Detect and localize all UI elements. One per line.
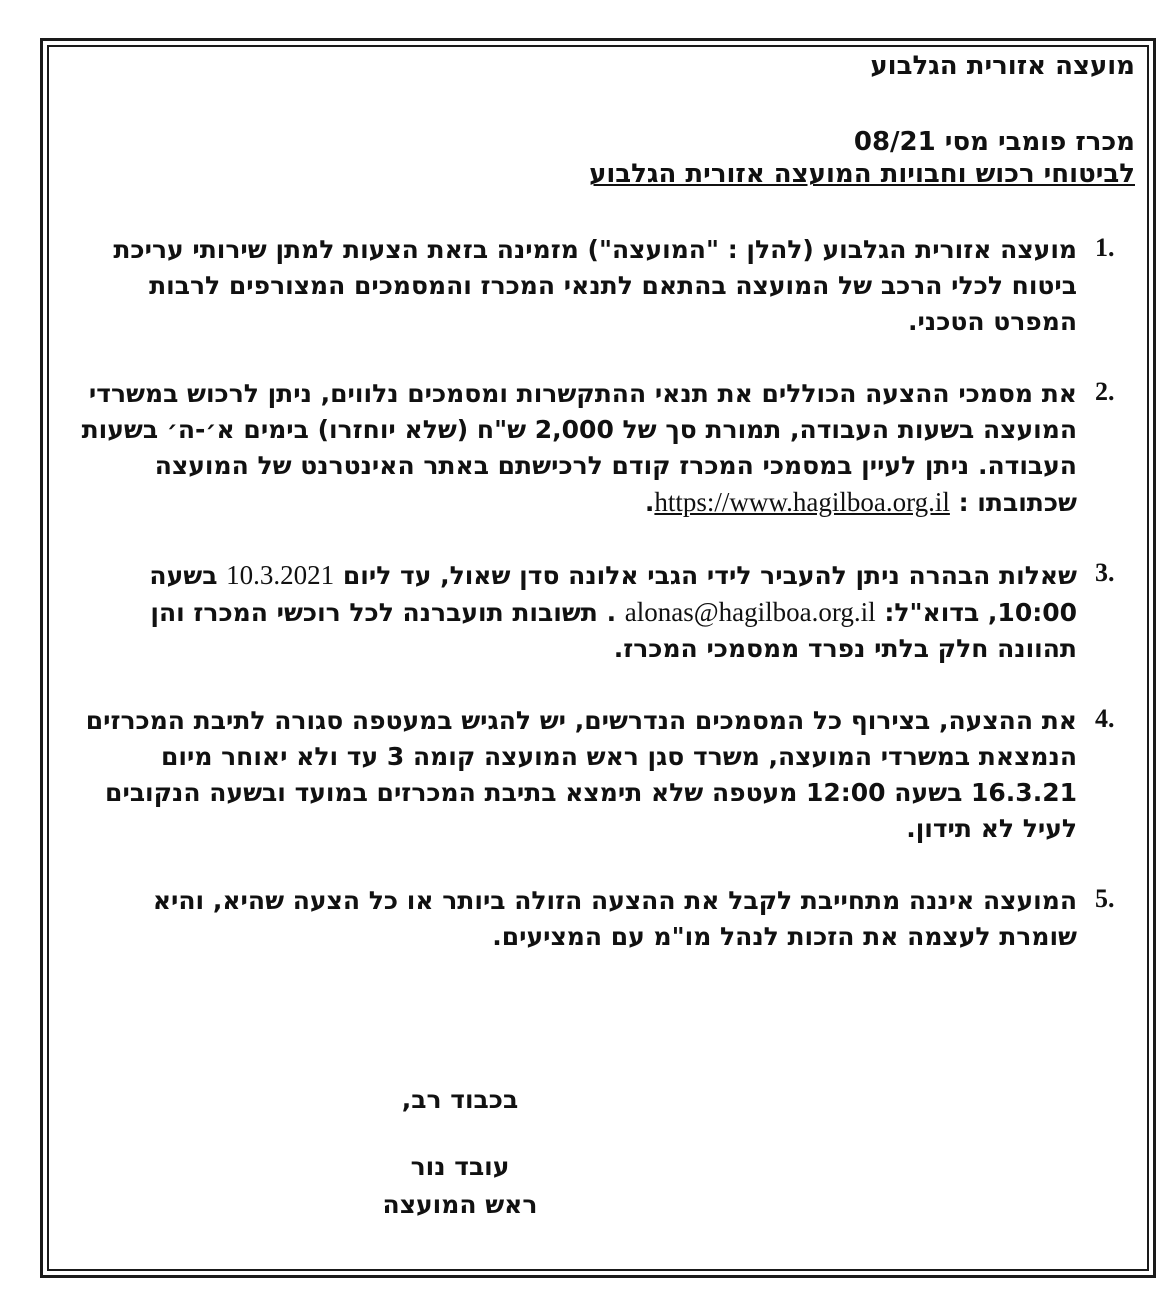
council-name: מועצה אזורית הגלבוע [870,51,1135,81]
item-text-part: . תשובות תועברנה לכל רוכשי המכרז והן תהוונה חלק בלתי נפרד ממסמכי המכרז. [150,598,1077,663]
list-item [60,232,1135,340]
website-link[interactable]: https://www.hagilboa.org.il [654,487,950,517]
item-text [60,557,1095,667]
item-number: 2. [1095,377,1115,406]
list-item [60,557,1135,667]
tender-notice [60,50,1135,991]
item-text: את ההצעה, בצירוף כל המסמכים הנדרשים, יש להגיש במעטפה סגורה לתיבת המכרזים הנמצאת במשרדי המועצה, משרד סגן ראש המועצה קומה 3 עד ולא יאוחר מיום 16.3.21 בשעה 12:00 מעטפה שלא תימצא בתיבת המכרזים במועד ובשעה הנקובים לעיל לא תידון. [85,706,1077,843]
signer-title: ראש המועצה [382,1190,538,1219]
closing-greeting: בכבוד רב, [401,1085,519,1114]
list-item [60,376,1135,521]
item-text: המועצה איננה מתחייבת לקבל את ההצעה הזולה ביותר או כל הצעה שהיא, והיא שומרת לעצמה את הזכות לנהל מו"מ עם המציעים. [152,886,1077,951]
email-address[interactable]: alonas@hagilboa.org.il [624,597,876,627]
item-text-part: שאלות הבהרה ניתן להעביר לידי הגבי אלונה סדן שאול, עד ליום [342,561,1077,590]
signature-block [340,1085,580,1224]
list-item [60,883,1135,955]
item-text: מועצה אזורית הגלבוע (להלן : "המועצה") מזמינה בזאת הצעות למתן שירותי עריכת ביטוח לכלי הרכב של המועצה בהתאם לתנאי המכרז והמסמכים המצורפים לרבות המפרט הטכני. [113,235,1077,336]
deadline-date: 10.3.2021 [226,560,335,590]
tender-number: מכרז פומבי מסי 08/21 [853,127,1135,157]
item-number: 3. [1095,558,1115,587]
item-number: 1. [1095,233,1115,262]
item-number: 5. [1095,884,1115,913]
item-text [60,376,1095,521]
item-text-part: בשעה 10:00, בדוא"ל: [149,561,1077,627]
item-text-end: . [644,488,655,517]
item-number: 4. [1095,704,1115,733]
tender-header [60,126,1135,190]
list-item [60,703,1135,847]
signer-name: עובד נור [410,1152,510,1181]
notice-items [60,232,1135,955]
item-text-body: את מסמכי ההצעה הכוללים את תנאי ההתקשרות ומסמכים נלווים, ניתן לרכוש במשרדי המועצה בשעות העבודה, תמורת סך של 2,000 ש"ח (שלא יוחזרו) בימים א׳-ה׳ בשעות העבודה. ניתן לעיין במסמכי המכרז קודם לרכישתם באתר האינטרנט של המועצה שכתובתו : [81,379,1077,517]
tender-title: לביטוחי רכוש וחבויות המועצה אזורית הגלבוע [589,159,1135,189]
